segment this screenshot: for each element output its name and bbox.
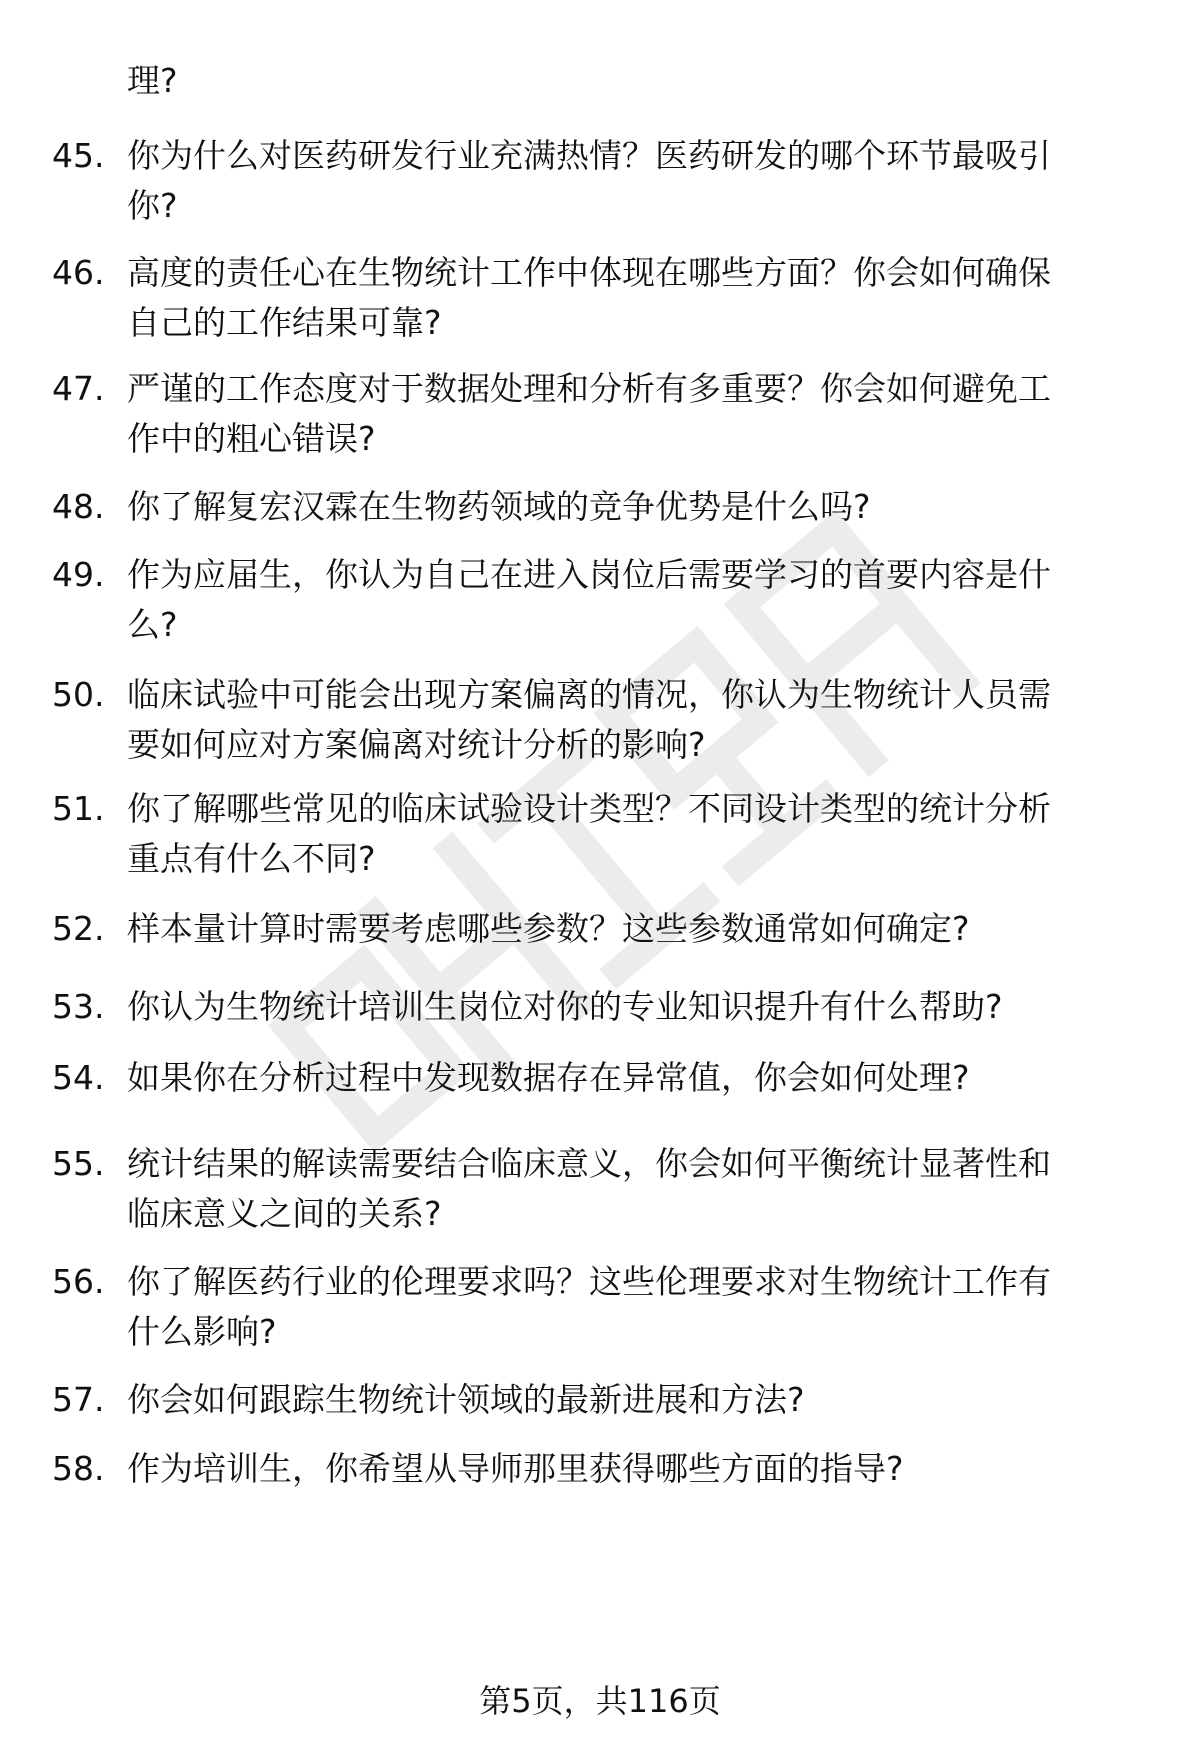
question-text-line: 样本量计算时需要考虑哪些参数？这些参数通常如何确定?	[127, 909, 970, 948]
question-text-line: 自己的工作结果可靠?	[127, 303, 442, 342]
question-text-line: 你了解哪些常见的临床试验设计类型？不同设计类型的统计分析	[127, 789, 1051, 828]
question-text	[127, 670, 1139, 770]
question-text	[127, 248, 1139, 348]
question-text-line: 你认为生物统计培训生岗位对你的专业知识提升有什么帮助?	[127, 987, 1003, 1026]
question-text-line: 什么影响?	[127, 1312, 277, 1351]
question-text-line: 临床意义之间的关系?	[127, 1194, 442, 1233]
question-text-line: 你会如何跟踪生物统计领域的最新进展和方法?	[127, 1380, 805, 1419]
question-text	[127, 1053, 1139, 1103]
question-number: 56.	[52, 1262, 105, 1301]
question-text-line: 临床试验中可能会出现方案偏离的情况，你认为生物统计人员需	[127, 675, 1051, 714]
question-text	[127, 550, 1139, 650]
question-text	[127, 1139, 1139, 1239]
question-text-line: 么?	[127, 605, 178, 644]
question-number: 55.	[52, 1144, 105, 1183]
page-footer: 第5页，共116页	[479, 1682, 721, 1720]
question-text	[127, 784, 1139, 884]
question-text	[127, 482, 1139, 532]
question-text	[127, 982, 1139, 1032]
question-number: 48.	[52, 487, 105, 526]
question-text-line: 如果你在分析过程中发现数据存在异常值，你会如何处理?	[127, 1058, 970, 1097]
question-number: 49.	[52, 555, 105, 594]
question-text	[127, 1375, 1139, 1425]
question-number: 58.	[52, 1449, 105, 1488]
question-text-line: 你了解医药行业的伦理要求吗？这些伦理要求对生物统计工作有	[127, 1262, 1051, 1301]
question-text-line: 统计结果的解读需要结合临床意义，你会如何平衡统计显著性和	[127, 1144, 1051, 1183]
question-number: 52.	[52, 909, 105, 948]
question-text-line: 要如何应对方案偏离对统计分析的影响?	[127, 725, 706, 764]
question-number: 47.	[52, 369, 105, 408]
question-number: 53.	[52, 987, 105, 1026]
question-number: 50.	[52, 675, 105, 714]
question-text-line: 你?	[127, 186, 178, 225]
question-number: 45.	[52, 136, 105, 175]
continuation-text: 理?	[127, 61, 178, 100]
question-text	[127, 1444, 1139, 1494]
question-text-line: 你为什么对医药研发行业充满热情？医药研发的哪个环节最吸引	[127, 136, 1051, 175]
question-text-line: 作为培训生，你希望从导师那里获得哪些方面的指导?	[127, 1449, 904, 1488]
question-text	[127, 364, 1139, 464]
question-text-line: 严谨的工作态度对于数据处理和分析有多重要？你会如何避免工	[127, 369, 1051, 408]
question-number: 51.	[52, 789, 105, 828]
question-number: 57.	[52, 1380, 105, 1419]
question-number: 46.	[52, 253, 105, 292]
question-text-line: 重点有什么不同?	[127, 839, 376, 878]
question-text-line: 高度的责任心在生物统计工作中体现在哪些方面？你会如何确保	[127, 253, 1051, 292]
question-text	[127, 1257, 1139, 1357]
question-text-line: 作中的粗心错误?	[127, 419, 376, 458]
question-number: 54.	[52, 1058, 105, 1097]
question-text	[127, 131, 1139, 231]
question-text-line: 你了解复宏汉霖在生物药领域的竞争优势是什么吗?	[127, 487, 871, 526]
question-text	[127, 904, 1139, 954]
question-text-line: 作为应届生，你认为自己在进入岗位后需要学习的首要内容是什	[127, 555, 1051, 594]
